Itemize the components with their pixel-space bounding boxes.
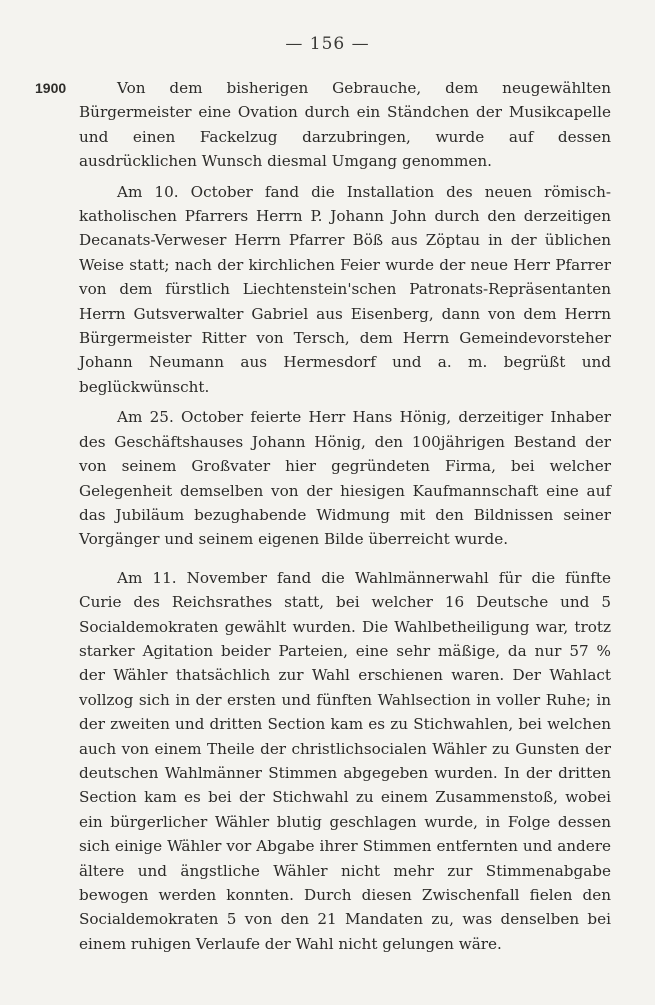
- paragraph-ovation: Von dem bisherigen Gebrauche, dem neugewählten Bürgermeister eine Ovation durch ein Ständchen der Musikcapelle und einen Fackelzug darzubringen, wurde auf dessen ausdrücklichen Wunsch diesmal Umgang genommen.: [79, 79, 611, 171]
- year-marginal-note: 1900: [35, 80, 67, 96]
- paragraph-firm-jubilee: Am 25. October feierte Herr Hans Hönig, derzeitiger Inhaber des Geschäftshauses Johann Hönig, den 100jährigen Bestand der von seinem Großvater hier gegründeten Firma, bei welcher Gelegenheit demselben von der hiesigen Kaufmannschaft eine auf das Jubiläum bezughabende Widmung mit den Bildnissen seiner Vorgänger und seinem eigenen Bilde überreicht wurde.: [79, 408, 611, 549]
- body-text: [79, 76, 611, 956]
- paragraph-election: Am 11. November fand die Wahlmännerwahl für die fünfte Curie des Reichsrathes statt, bei welcher 16 Deutsche und 5 Socialdemokraten gewählt wurden. Die Wahlbetheiligung war, trotz starker Agitation beider Parteien, eine sehr mäßige, da nur 57 % der Wähler thatsächlich zur Wahl erschienen waren. Der Wahlact vollzog sich in der ersten und fünften Wahlsection in voller Ruhe; in der zweiten und dritten Section kam es zu Stichwahlen, bei welchen auch von einem Theile der christlichsocialen Wähler zu Gunsten der deutschen Wahlmänner Stimmen abgegeben wurden. In der dritten Section kam es bei der Stichwahl zu einem Zusammenstoß, wobei ein bürgerlicher Wähler blutig geschlagen wurde, in Folge dessen sich einige Wähler vor Abgabe ihrer Stimmen entfernten und andere ältere und ängstliche Wähler nicht mehr zur Stimmenabgabe bewogen werden konnten. Durch diesen Zwischenfall fielen den Socialdemokraten 5 von den 21 Mandaten zu, was denselben bei einem ruhigen Verlaufe der Wahl nicht gelungen wäre.: [79, 568, 611, 953]
- paragraph-installation: Am 10. October fand die Installation des neuen römisch-katholischen Pfarrers Herrn P. Johann John durch den derzeitigen Decanats-Verweser Herrn Pfarrer Böß aus Zöptau in der üblichen Weise statt; nach der kirchlichen Feier wurde der neue Herr Pfarrer von dem fürstlich Liechtenstein'schen Patronats-Repräsentanten Herrn Gutsverwalter Gabriel aus Eisenberg, dann von dem Herrn Bürgermeister Ritter von Tersch, dem Herrn Gemeindevorsteher Johann Neumann aus Hermesdorf und a. m. begrüßt und beglückwünscht.: [79, 182, 611, 396]
- page-number: — 156 —: [285, 34, 370, 54]
